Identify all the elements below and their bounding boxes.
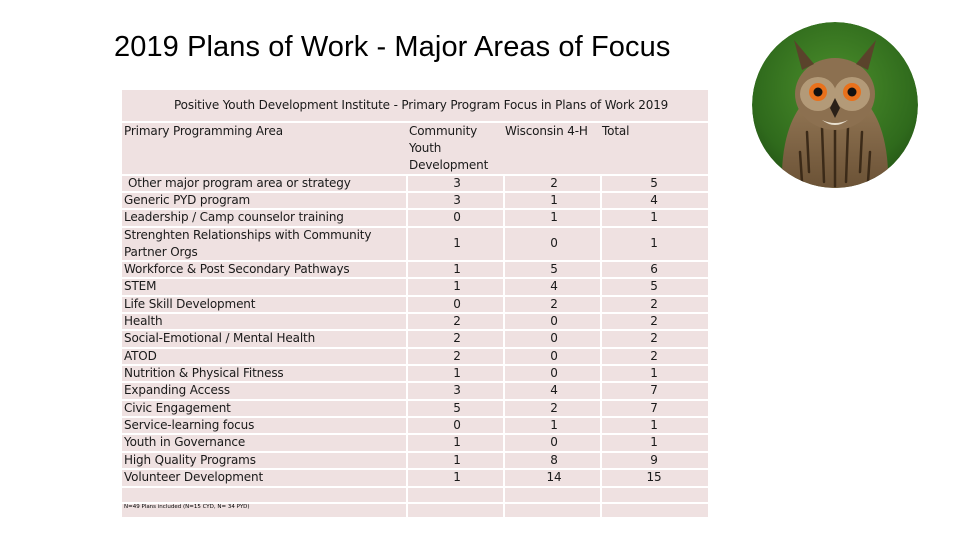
row-wi4h: 1: [550, 418, 558, 432]
row-total: 2: [650, 314, 658, 328]
row-area: Civic Engagement: [124, 401, 231, 415]
row-wi4h: 0: [550, 331, 558, 345]
row-area: Health: [124, 314, 163, 328]
row-total: 2: [650, 331, 658, 345]
row-cyd: 3: [453, 383, 461, 397]
row-wi4h: 4: [550, 383, 558, 397]
row-area: High Quality Programs: [124, 453, 256, 467]
row-area: Volunteer Development: [124, 470, 264, 484]
row-wi4h: 2: [550, 176, 558, 190]
row-wi4h: 0: [550, 366, 558, 380]
row-area-line-1: Strenghten Relationships with Community: [124, 228, 372, 242]
row-area: Leadership / Camp counselor training: [124, 210, 344, 224]
row-area: Service-learning focus: [124, 418, 255, 432]
row-cyd: 2: [453, 331, 461, 345]
row-area: Youth in Governance: [124, 435, 246, 449]
row-total: 4: [650, 193, 658, 207]
row-total: 5: [650, 279, 658, 293]
row-total: 2: [650, 297, 658, 311]
table-footnote: N=49 Plans included (N=15 CYD, N= 34 PYD): [124, 504, 250, 510]
owl-photo: [752, 22, 918, 188]
row-cyd: 2: [453, 349, 461, 363]
row-cyd: 0: [453, 418, 461, 432]
slide-title: 2019 Plans of Work - Major Areas of Focus: [114, 31, 671, 63]
row-cyd: 3: [453, 193, 461, 207]
row-cyd: 1: [453, 279, 461, 293]
row-total: 1: [650, 366, 658, 380]
row-wi4h: 1: [550, 210, 558, 224]
row-total: 7: [650, 401, 658, 415]
row-area-line-2: Partner Orgs: [124, 245, 198, 259]
row-wi4h: 0: [550, 349, 558, 363]
row-cyd: 1: [453, 366, 461, 380]
row-area: Workforce & Post Secondary Pathways: [124, 262, 350, 276]
row-area: Generic PYD program: [124, 193, 251, 207]
header-cyd-line-1: Community: [409, 124, 478, 138]
row-wi4h: 5: [550, 262, 558, 276]
header-total: Total: [602, 124, 630, 138]
row-cyd: 1: [453, 236, 461, 250]
row-cyd: 1: [453, 262, 461, 276]
row-area: STEM: [124, 279, 157, 293]
row-cyd: 1: [453, 435, 461, 449]
row-area: Expanding Access: [124, 383, 230, 397]
header-cyd-line-2: Youth: [409, 141, 442, 155]
row-area: Nutrition & Physical Fitness: [124, 366, 284, 380]
row-area: ATOD: [124, 349, 157, 363]
table-caption: Positive Youth Development Institute - Primary Program Focus in Plans of Work 2019: [174, 98, 669, 112]
header-area: Primary Programming Area: [124, 124, 283, 138]
program-focus-table: [122, 90, 708, 517]
row-cyd: 1: [453, 470, 461, 484]
row-total: 1: [650, 236, 658, 250]
row-cyd: 0: [453, 210, 461, 224]
row-total: 6: [650, 262, 658, 276]
header-wi4h: Wisconsin 4-H: [505, 124, 588, 138]
row-wi4h: 0: [550, 314, 558, 328]
row-area: Social-Emotional / Mental Health: [124, 331, 316, 345]
row-total: 7: [650, 383, 658, 397]
row-cyd: 5: [453, 401, 461, 415]
row-cyd: 3: [453, 176, 461, 190]
row-total: 1: [650, 418, 658, 432]
row-wi4h: 8: [550, 453, 558, 467]
row-wi4h: 2: [550, 401, 558, 415]
row-total: 15: [646, 470, 662, 484]
header-cyd-line-3: Development: [409, 158, 489, 172]
row-wi4h: 0: [550, 435, 558, 449]
row-area: Life Skill Development: [124, 297, 256, 311]
row-total: 5: [650, 176, 658, 190]
row-area: Other major program area or strategy: [128, 176, 351, 190]
row-wi4h: 4: [550, 279, 558, 293]
row-wi4h: 2: [550, 297, 558, 311]
row-wi4h: 1: [550, 193, 558, 207]
row-cyd: 1: [453, 453, 461, 467]
row-total: 2: [650, 349, 658, 363]
row-wi4h: 0: [550, 236, 558, 250]
row-cyd: 0: [453, 297, 461, 311]
row-wi4h: 14: [546, 470, 562, 484]
row-cyd: 2: [453, 314, 461, 328]
row-total: 1: [650, 435, 658, 449]
row-total: 1: [650, 210, 658, 224]
row-total: 9: [650, 453, 658, 467]
